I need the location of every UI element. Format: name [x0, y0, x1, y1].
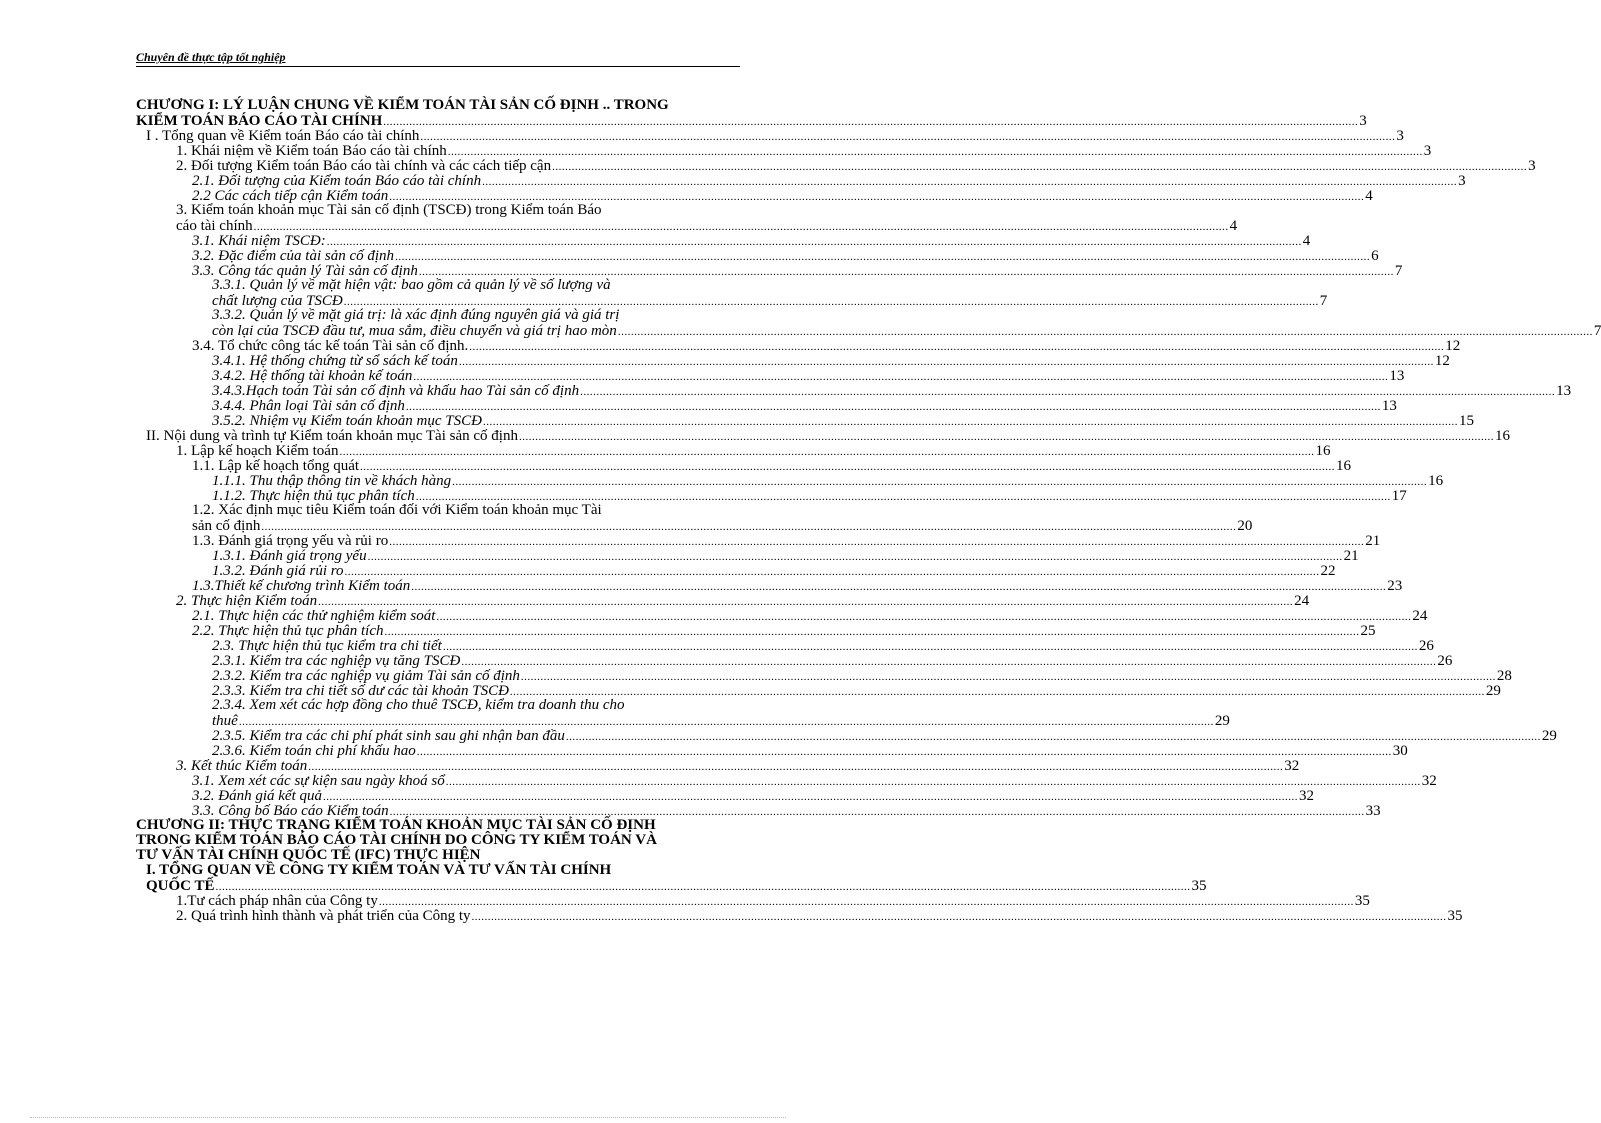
toc-page-number: 4 — [1365, 187, 1373, 204]
toc-page-number: 7 — [1319, 292, 1328, 309]
toc-entry[interactable] — [136, 232, 1311, 249]
toc-leader-dots: ............................................................................................................................................................................................................................................................................................................ — [518, 431, 1494, 443]
toc-page-number: 3 — [1458, 172, 1466, 189]
toc-leader-dots: ............................................................................................................................................................................................................................................................................................................ — [411, 581, 1387, 593]
toc-entry-text: 3.3. Công tác quản lý Tài sản cố định — [192, 262, 418, 279]
toc-leader-dots: ............................................................................................................................................................................................................................................................................................................ — [580, 386, 1556, 398]
toc-leader-dots: ............................................................................................................................................................................................................................................................................................................ — [389, 191, 1365, 203]
toc-entry-text: KIỂM TOÁN BÁO CÁO TÀI CHÍNH — [136, 112, 383, 129]
toc-entry-text: 1.3.Thiết kế chương trình Kiểm toán — [192, 577, 411, 594]
toc-entry[interactable] — [136, 577, 1403, 594]
toc-page-number: 13 — [1389, 367, 1405, 384]
table-of-contents — [136, 97, 1601, 924]
toc-entry[interactable] — [136, 712, 1230, 729]
toc-page-number: 35 — [1191, 877, 1207, 894]
toc-entry-text: 1. Khái niệm về Kiểm toán Báo cáo tài chính — [176, 142, 447, 159]
toc-entry-text: còn lại của TSCĐ đầu tư, mua sắm, điều chuyển và giá trị hao mòn — [212, 322, 617, 339]
toc-entry-text: 1.Tư cách pháp nhân của Công ty — [176, 892, 378, 909]
toc-entry-text: 1. Lập kế hoạch Kiểm toán — [176, 442, 339, 459]
toc-entry-text: 2. Đối tượng Kiểm toán Báo cáo tài chính và các cách tiếp cận — [176, 157, 552, 174]
toc-entry-text[interactable]: 3.3.1. Quản lý về mặt hiện vật: bao gồm cả quản lý về số lượng và — [212, 277, 611, 293]
toc-leader-dots: ............................................................................................................................................................................................................................................................................................................ — [360, 461, 1336, 473]
toc-entry-text: II. Nội dung và trình tự Kiểm toán khoản mục Tài sản cố định — [146, 427, 518, 444]
toc-page-number: 13 — [1556, 382, 1572, 399]
toc-page-number: 4 — [1229, 217, 1238, 234]
toc-leader-dots: ............................................................................................................................................................................................................................................................................................................ — [343, 296, 1319, 308]
toc-leader-dots: ............................................................................................................................................................................................................................................................................................................ — [447, 146, 1423, 158]
toc-leader-dots: ............................................................................................................................................................................................................................................................................................................ — [415, 491, 1391, 503]
toc-leader-dots: ............................................................................................................................................................................................................................................................................................................ — [395, 251, 1371, 263]
toc-entry-text: 1.3. Đánh giá trọng yếu và rủi ro — [192, 532, 389, 549]
toc-entry-text[interactable]: TƯ VẤN TÀI CHÍNH QUỐC TẾ (IFC) THỰC HIỆN — [136, 847, 481, 863]
toc-entry-text: I . Tổng quan về Kiểm toán Báo cáo tài chính — [146, 127, 420, 144]
toc-leader-dots: ............................................................................................................................................................................................................................................................................................................ — [367, 551, 1343, 563]
toc-entry-text: 2.3.1. Kiểm tra các nghiệp vụ tăng TSCĐ — [212, 652, 461, 669]
toc-page-number: 16 — [1494, 427, 1510, 444]
toc-entry-text: 3.3. Công bố Báo cáo Kiểm toán — [192, 802, 389, 819]
toc-entry-text[interactable]: 3. Kiểm toán khoản mục Tài sản cố định (TSCĐ) trong Kiểm toán Báo — [176, 202, 602, 218]
toc-page-number: 4 — [1302, 232, 1311, 249]
toc-entry[interactable] — [136, 637, 1434, 654]
toc-leader-dots: ............................................................................................................................................................................................................................................................................................................ — [416, 746, 1392, 758]
toc-leader-dots: ............................................................................................................................................................................................................................................................................................................ — [617, 326, 1593, 338]
toc-entry-text: chất lượng của TSCĐ — [212, 292, 343, 309]
toc-leader-dots: ............................................................................................................................................................................................................................................................................................................ — [215, 881, 1191, 893]
toc-leader-dots: ............................................................................................................................................................................................................................................................................................................ — [238, 716, 1214, 728]
toc-page-number: 20 — [1237, 517, 1253, 534]
toc-page-number: 3 — [1423, 142, 1432, 159]
toc-leader-dots: ............................................................................................................................................................................................................................................................................................................ — [461, 656, 1437, 668]
toc-page-number: 21 — [1343, 547, 1359, 564]
toc-leader-dots: ............................................................................................................................................................................................................................................................................................................ — [405, 401, 1381, 413]
toc-leader-dots: ............................................................................................................................................................................................................................................................................................................ — [308, 761, 1284, 773]
toc-entry[interactable] — [136, 412, 1474, 429]
toc-entry[interactable] — [136, 517, 1253, 534]
toc-leader-dots: ............................................................................................................................................................................................................................................................................................................ — [458, 356, 1434, 368]
toc-page-number: 12 — [1434, 352, 1450, 369]
toc-entry[interactable] — [136, 367, 1405, 384]
toc-page-number: 24 — [1412, 607, 1428, 624]
toc-entry[interactable] — [136, 727, 1557, 744]
toc-leader-dots: ............................................................................................................................................................................................................................................................................................................ — [326, 236, 1302, 248]
toc-entry-text: QUỐC TẾ — [146, 877, 215, 894]
toc-entry[interactable] — [136, 187, 1373, 204]
toc-entry-text: 3.4. Tổ chức công tác kế toán Tài sản cố định. — [192, 337, 469, 354]
toc-page-number: 16 — [1336, 457, 1352, 474]
toc-page-number: 13 — [1381, 397, 1397, 414]
toc-leader-dots: ............................................................................................................................................................................................................................................................................................................ — [389, 806, 1365, 818]
toc-page-number: 32 — [1284, 757, 1300, 774]
toc-entry-text[interactable]: TRONG KIỂM TOÁN BÁO CÁO TÀI CHÍNH DO CÔNG TY KIỂM TOÁN VÀ — [136, 832, 657, 848]
toc-entry[interactable] — [136, 892, 1370, 909]
toc-entry-text: 3. Kết thúc Kiểm toán — [176, 757, 308, 774]
toc-entry[interactable] — [136, 352, 1450, 369]
toc-entry-text: 1.3.1. Đánh giá trọng yếu — [212, 547, 367, 564]
toc-entry-text: 1.3.2. Đánh giá rủi ro — [212, 562, 344, 579]
toc-leader-dots: ............................................................................................................................................................................................................................................................................................................ — [420, 131, 1396, 143]
toc-entry-text: 3.2. Đánh giá kết quả — [192, 787, 322, 804]
toc-entry[interactable] — [136, 157, 1536, 174]
toc-leader-dots: ............................................................................................................................................................................................................................................................................................................ — [318, 596, 1294, 608]
toc-leader-dots: ............................................................................................................................................................................................................................................................................................................ — [442, 641, 1418, 653]
toc-entry[interactable] — [136, 607, 1428, 624]
toc-entry-text[interactable]: 2.3.4. Xem xét các hợp đồng cho thuê TSCĐ, kiểm tra doanh thu cho — [212, 697, 625, 713]
toc-leader-dots: ............................................................................................................................................................................................................................................................................................................ — [469, 341, 1445, 353]
toc-entry[interactable] — [136, 877, 1207, 894]
toc-entry[interactable] — [136, 397, 1397, 414]
toc-entry-text: 2.3. Thực hiện thủ tục kiểm tra chi tiết — [212, 637, 442, 654]
toc-page-number: 26 — [1418, 637, 1434, 654]
toc-entry[interactable] — [136, 262, 1403, 279]
toc-page-number: 33 — [1365, 802, 1381, 819]
toc-entry-text[interactable]: 3.3.2. Quản lý về mặt giá trị: là xác định đúng nguyên giá và giá trị — [212, 307, 620, 323]
toc-entry[interactable] — [136, 622, 1376, 639]
toc-entry-text: 3.4.3.Hạch toán Tài sản cố định và khấu hao Tài sản cố định — [212, 382, 580, 399]
toc-leader-dots: ............................................................................................................................................................................................................................................................................................................ — [384, 626, 1360, 638]
toc-page-number: 24 — [1294, 592, 1310, 609]
toc-entry[interactable] — [136, 682, 1501, 699]
toc-entry-text: 2.1. Đối tượng của Kiểm toán Báo cáo tài chính — [192, 172, 482, 189]
toc-entry[interactable] — [136, 442, 1331, 459]
toc-page-number: 28 — [1496, 667, 1512, 684]
footer-dotted-line — [30, 1117, 786, 1118]
toc-leader-dots: ............................................................................................................................................................................................................................................................................................................ — [261, 521, 1237, 533]
toc-entry[interactable] — [136, 742, 1408, 759]
toc-leader-dots: ............................................................................................................................................................................................................................................................................................................ — [389, 536, 1365, 548]
toc-entry-text[interactable]: I. TỔNG QUAN VỀ CÔNG TY KIỂM TOÁN VÀ TƯ VẤN TÀI CHÍNH — [146, 862, 612, 878]
toc-leader-dots: ............................................................................................................................................................................................................................................................................................................ — [339, 446, 1315, 458]
toc-entry-text: 3.4.2. Hệ thống tài khoản kế toán — [212, 367, 413, 384]
toc-entry[interactable] — [136, 247, 1379, 264]
toc-page-number: 35 — [1354, 892, 1370, 909]
toc-entry[interactable] — [136, 667, 1512, 684]
toc-page-number: 12 — [1445, 337, 1461, 354]
toc-entry[interactable] — [136, 172, 1466, 189]
toc-leader-dots: ............................................................................................................................................................................................................................................................................................................ — [445, 776, 1421, 788]
toc-leader-dots: ............................................................................................................................................................................................................................................................................................................ — [565, 731, 1541, 743]
toc-leader-dots: ............................................................................................................................................................................................................................................................................................................ — [509, 686, 1485, 698]
toc-leader-dots: ............................................................................................................................................................................................................................................................................................................ — [418, 266, 1394, 278]
toc-page-number: 3 — [1396, 127, 1404, 144]
toc-entry-text: 3.5.2. Nhiệm vụ Kiểm toán khoản mục TSCĐ — [212, 412, 482, 429]
toc-page-number: 16 — [1428, 472, 1444, 489]
toc-entry-text: 3.4.4. Phân loại Tài sản cố định — [212, 397, 405, 414]
toc-leader-dots: ............................................................................................................................................................................................................................................................................................................ — [520, 671, 1496, 683]
toc-entry-text: 3.4.1. Hệ thống chứng từ sổ sách kế toán — [212, 352, 458, 369]
header-rule — [136, 66, 740, 67]
toc-page-number: 3 — [1528, 157, 1536, 174]
toc-page-number: 7 — [1394, 262, 1403, 279]
toc-entry[interactable] — [136, 382, 1572, 399]
toc-leader-dots: ............................................................................................................................................................................................................................................................................................................ — [378, 896, 1354, 908]
toc-entry-text: 2. Quá trình hình thành và phát triển của Công ty — [176, 907, 471, 924]
toc-entry-text: 2. Thực hiện Kiểm toán — [176, 592, 318, 609]
toc-entry-text: 2.2 Các cách tiếp cận Kiểm toán — [192, 187, 389, 204]
toc-entry-text[interactable]: CHƯƠNG I: LÝ LUẬN CHUNG VỀ KIỂM TOÁN TÀI SẢN CỐ ĐỊNH .. TRONG — [136, 97, 669, 113]
toc-leader-dots: ............................................................................................................................................................................................................................................................................................................ — [436, 611, 1412, 623]
toc-entry-text: 2.1. Thực hiện các thử nghiệm kiểm soát — [192, 607, 436, 624]
toc-leader-dots: ............................................................................................................................................................................................................................................................................................................ — [471, 911, 1447, 923]
toc-page-number: 26 — [1437, 652, 1453, 669]
toc-entry[interactable] — [136, 427, 1510, 444]
toc-entry-text[interactable]: 1.2. Xác định mục tiêu Kiểm toán đối với Kiểm toán khoản mục Tài — [192, 502, 602, 518]
toc-page-number: 32 — [1421, 772, 1437, 789]
toc-leader-dots: ............................................................................................................................................................................................................................................................................................................ — [322, 791, 1298, 803]
toc-page-number: 23 — [1387, 577, 1403, 594]
toc-entry-text: 2.3.2. Kiểm tra các nghiệp vụ giảm Tài sản cố định — [212, 667, 520, 684]
toc-entry[interactable] — [136, 532, 1381, 549]
toc-leader-dots: ............................................................................................................................................................................................................................................................................................................ — [482, 176, 1458, 188]
toc-leader-dots: ............................................................................................................................................................................................................................................................................................................ — [383, 116, 1359, 128]
toc-page-number: 25 — [1360, 622, 1376, 639]
toc-entry-text: 2.3.5. Kiểm tra các chi phí phát sinh sau ghi nhận ban đầu — [212, 727, 565, 744]
toc-page-number: 16 — [1315, 442, 1331, 459]
toc-entry-text: 1.1.1. Thu thập thông tin về khách hàng — [212, 472, 452, 489]
toc-entry[interactable] — [136, 337, 1461, 354]
toc-entry-text: 2.3.6. Kiểm toán chi phí khấu hao — [212, 742, 416, 759]
toc-page-number: 32 — [1298, 787, 1314, 804]
toc-entry-text: 3.1. Xem xét các sự kiện sau ngày khoá sổ — [192, 772, 445, 789]
toc-entry-text: thuê — [212, 712, 238, 729]
toc-page-number: 6 — [1371, 247, 1379, 264]
toc-entry[interactable] — [136, 907, 1463, 924]
toc-entry[interactable] — [136, 802, 1381, 819]
toc-page-number: 29 — [1485, 682, 1501, 699]
toc-entry[interactable] — [136, 112, 1367, 129]
toc-leader-dots: ............................................................................................................................................................................................................................................................................................................ — [253, 221, 1229, 233]
toc-page-number: 22 — [1320, 562, 1336, 579]
toc-leader-dots: ............................................................................................................................................................................................................................................................................................................ — [482, 416, 1458, 428]
toc-entry-text: 2.2. Thực hiện thủ tục phân tích — [192, 622, 384, 639]
toc-leader-dots: ............................................................................................................................................................................................................................................................................................................ — [552, 161, 1528, 173]
toc-entry[interactable] — [136, 472, 1444, 489]
toc-leader-dots: ............................................................................................................................................................................................................................................................................................................ — [344, 566, 1320, 578]
toc-entry[interactable] — [136, 547, 1359, 564]
toc-entry[interactable] — [136, 487, 1407, 504]
toc-entry-text: 3.1. Khái niệm TSCĐ: — [192, 232, 326, 249]
toc-entry-text: 3.2. Đặc điểm của tài sản cố định — [192, 247, 395, 264]
toc-page-number: 15 — [1458, 412, 1474, 429]
toc-page-number: 35 — [1447, 907, 1463, 924]
toc-entry[interactable] — [136, 757, 1300, 774]
toc-entry[interactable] — [136, 787, 1314, 804]
toc-page-number: 3 — [1359, 112, 1367, 129]
toc-page-number: 29 — [1214, 712, 1230, 729]
toc-page-number: 30 — [1392, 742, 1408, 759]
toc-leader-dots: ............................................................................................................................................................................................................................................................................................................ — [452, 476, 1428, 488]
toc-entry-text: 2.3.3. Kiểm tra chi tiết số dư các tài khoản TSCĐ — [212, 682, 509, 699]
toc-entry[interactable] — [136, 592, 1310, 609]
toc-entry[interactable] — [136, 652, 1453, 669]
toc-entry-text[interactable]: CHƯƠNG II: THỰC TRẠNG KIỂM TOÁN KHOẢN MỤC TÀI SẢN CỐ ĐỊNH — [136, 817, 656, 833]
page-header-title: Chuyên đề thực tập tốt nghiệp — [136, 50, 286, 64]
toc-entry[interactable] — [136, 217, 1238, 234]
toc-entry-text: cáo tài chính — [176, 217, 253, 234]
toc-entry-text: 1.1. Lập kế hoạch tổng quát — [192, 457, 360, 474]
toc-entry[interactable] — [136, 457, 1352, 474]
toc-page-number: 17 — [1391, 487, 1407, 504]
toc-entry[interactable] — [136, 127, 1404, 144]
toc-entry[interactable] — [136, 142, 1432, 159]
toc-entry[interactable] — [136, 322, 1601, 339]
toc-page-number: 21 — [1365, 532, 1381, 549]
toc-entry[interactable] — [136, 292, 1328, 309]
toc-page-number: 7 — [1593, 322, 1601, 339]
toc-page-number: 29 — [1541, 727, 1557, 744]
toc-entry[interactable] — [136, 562, 1336, 579]
toc-leader-dots: ............................................................................................................................................................................................................................................................................................................ — [413, 371, 1389, 383]
toc-entry-text: 1.1.2. Thực hiện thủ tục phân tích — [212, 487, 415, 504]
toc-entry-text: sản cố định — [192, 517, 261, 534]
toc-entry[interactable] — [136, 772, 1437, 789]
